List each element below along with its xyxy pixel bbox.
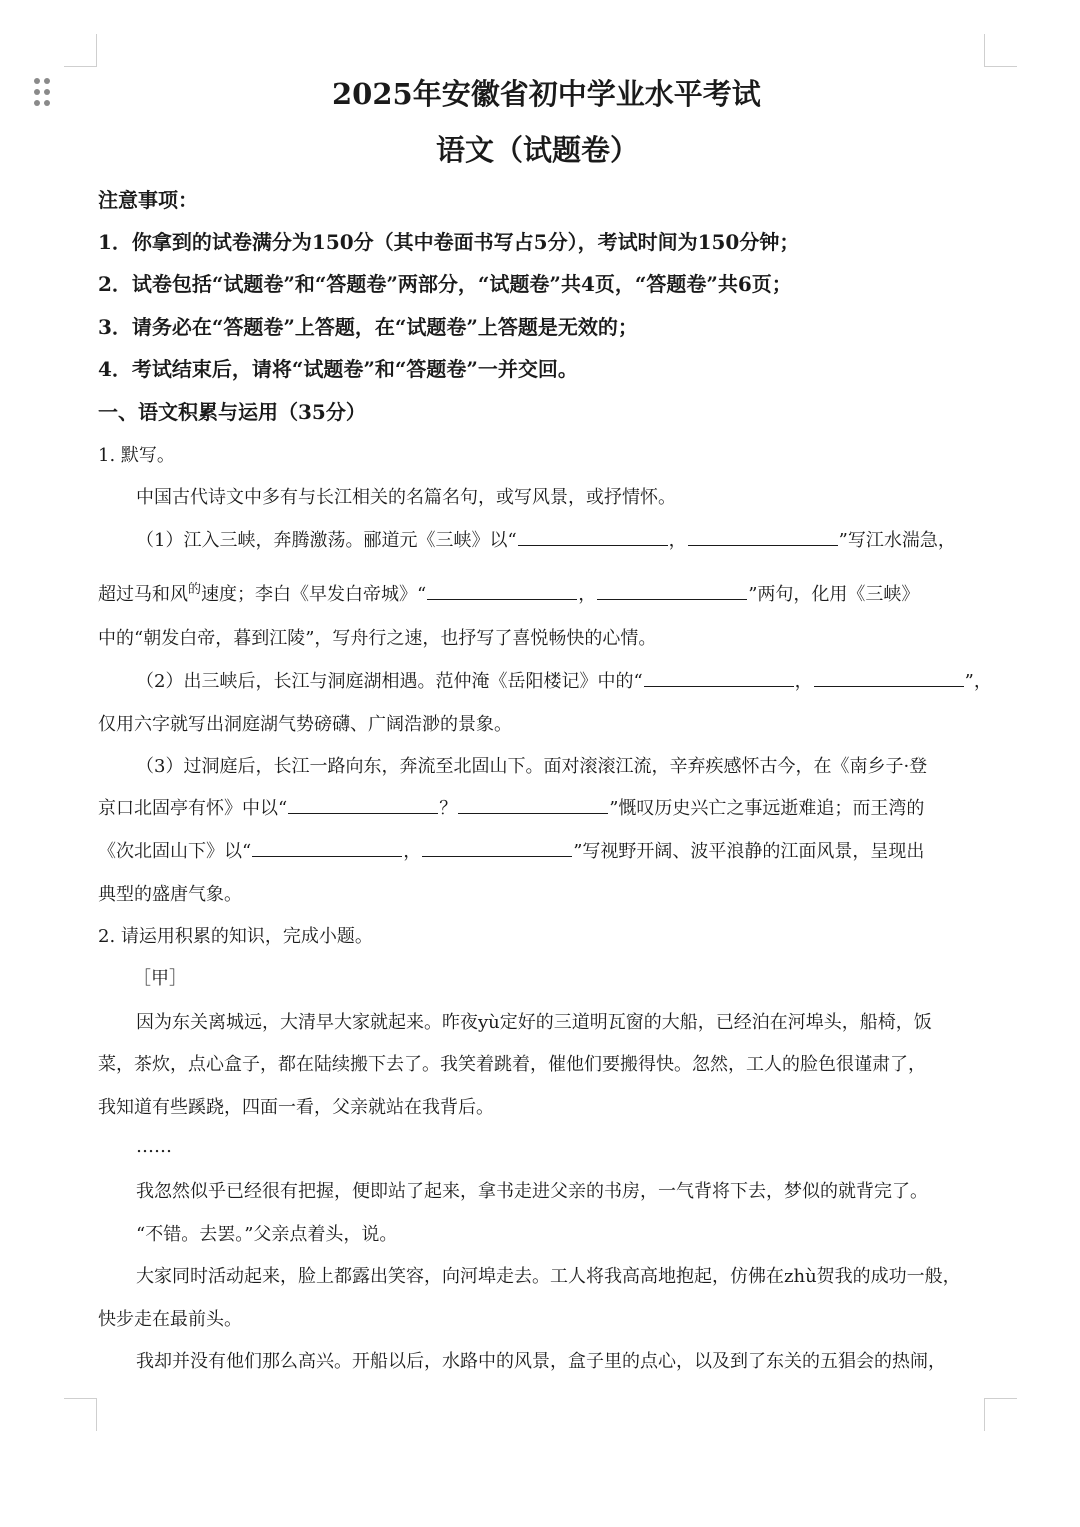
question-1-part-1-line (98, 583, 919, 604)
passage-line: 我知道有些蹊跷，四面一看，父亲就站在我背后。 (98, 1097, 494, 1118)
text-segment: ”慨叹历史兴亡之事远逝难追；而王湾的 (609, 798, 925, 819)
answer-blank (422, 855, 572, 857)
question-1-part-2-line (136, 673, 992, 691)
passage-line: 因为东关离城远，大清早大家就起来。昨夜yù定好的三道明瓦窗的大船，已经泊在河埠头，船椅，饭 (136, 1012, 932, 1033)
answer-blank (288, 812, 438, 814)
answer-blank (458, 812, 608, 814)
text-segment: ， (668, 530, 687, 551)
question-2-label: 2. 请运用积累的知识，完成小题。 (98, 926, 373, 947)
page-corner-mark-top-left (64, 34, 97, 67)
text-segment: ”， (964, 671, 992, 692)
notice-item: 4．考试结束后，请将“试题卷”和“答题卷”一并交回。 (98, 357, 578, 381)
answer-blank (252, 855, 402, 857)
notice-item: 1．你拿到的试卷满分为150分（其中卷面书写占5分），考试时间为150分钟； (98, 230, 800, 254)
question-1-label: 1. 默写。 (98, 445, 175, 466)
notice-heading: 注意事项： (98, 188, 198, 212)
text-segment: 速度；李白《早发白帝城》“ (201, 584, 427, 605)
text-segment: ？ (439, 798, 458, 819)
answer-blank (518, 544, 668, 546)
text-segment: 超过马和风 (98, 584, 188, 605)
passage-line: 我忽然似乎已经很有把握，便即站了起来，拿书走进父亲的书房，一气背将下去，梦似的就背完了。 (136, 1181, 928, 1202)
text-segment: 《次北固山下》以“ (98, 841, 252, 862)
text-segment: 京口北固亭有怀》中以“ (98, 798, 288, 819)
text-segment: ， (794, 671, 813, 692)
text-segment: 的 (188, 582, 202, 597)
question-1-part-3-line (98, 800, 924, 818)
notice-item: 3．请务必在“答题卷”上答题，在“试题卷”上答题是无效的； (98, 315, 638, 339)
passage-line: 我却并没有他们那么高兴。开船以后，水路中的风景，盒子里的点心，以及到了东关的五猖会的热闹， (136, 1351, 946, 1372)
answer-blank (597, 598, 747, 600)
page-title: 2025年安徽省初中学业水平考试 (332, 77, 761, 111)
passage-line: 菜，茶炊，点心盒子，都在陆续搬下去了。我笑着跳着，催他们要搬得快。忽然，工人的脸色很谨肃了， (98, 1054, 926, 1075)
passage-line: 大家同时活动起来，脸上都露出笑容，向河埠走去。工人将我高高地抱起，仿佛在zhù贺我的成功一般， (136, 1266, 961, 1287)
question-1-part-1-line: 中的“朝发白帝，暮到江陵”，写舟行之速，也抒写了喜悦畅快的心情。 (98, 628, 657, 649)
passage-marker: ［甲］ (133, 968, 187, 989)
notice-item: 2．试卷包括“试题卷”和“答题卷”两部分，“试题卷”共4页，“答题卷”共6页； (98, 272, 792, 296)
passage-ellipsis: …… (136, 1136, 172, 1157)
question-1-part-3-line (98, 843, 924, 861)
drag-handle-icon[interactable] (34, 78, 54, 108)
page-corner-mark-bottom-left (64, 1398, 97, 1431)
answer-blank (688, 544, 838, 546)
question-1-part-1-line (136, 532, 956, 550)
question-1-part-3-line: 典型的盛唐气象。 (98, 884, 242, 905)
question-1-part-3-line: （3）过洞庭后，长江一路向东，奔流至北固山下。面对滚滚江流，辛弃疾感怀古今，在《南乡子·登 (136, 756, 928, 777)
answer-blank (644, 685, 794, 687)
text-segment: ”写江水湍急， (838, 530, 956, 551)
page-corner-mark-top-right (984, 34, 1017, 67)
page-corner-mark-bottom-right (984, 1398, 1017, 1431)
page-subtitle: 语文（试题卷） (436, 133, 640, 167)
question-1-part-2-line: 仅用六字就写出洞庭湖气势磅礴、广阔浩渺的景象。 (98, 714, 512, 735)
question-1-intro: 中国古代诗文中多有与长江相关的名篇名句，或写风景，或抒情怀。 (136, 487, 676, 508)
text-segment: ， (403, 841, 422, 862)
passage-line: 快步走在最前头。 (98, 1309, 242, 1330)
text-segment: ， (578, 584, 597, 605)
passage-line: “不错。去罢。”父亲点着头，说。 (136, 1224, 398, 1245)
answer-blank (814, 685, 964, 687)
text-segment: ”两句，化用《三峡》 (748, 584, 920, 605)
text-segment: ”写视野开阔、波平浪静的江面风景，呈现出 (573, 841, 925, 862)
text-segment: （2）出三峡后，长江与洞庭湖相遇。范仲淹《岳阳楼记》中的“ (136, 671, 643, 692)
section-heading: 一、语文积累与运用（35分） (98, 400, 366, 424)
text-segment: （1）江入三峡，奔腾激荡。郦道元《三峡》以“ (136, 530, 517, 551)
answer-blank (427, 598, 577, 600)
